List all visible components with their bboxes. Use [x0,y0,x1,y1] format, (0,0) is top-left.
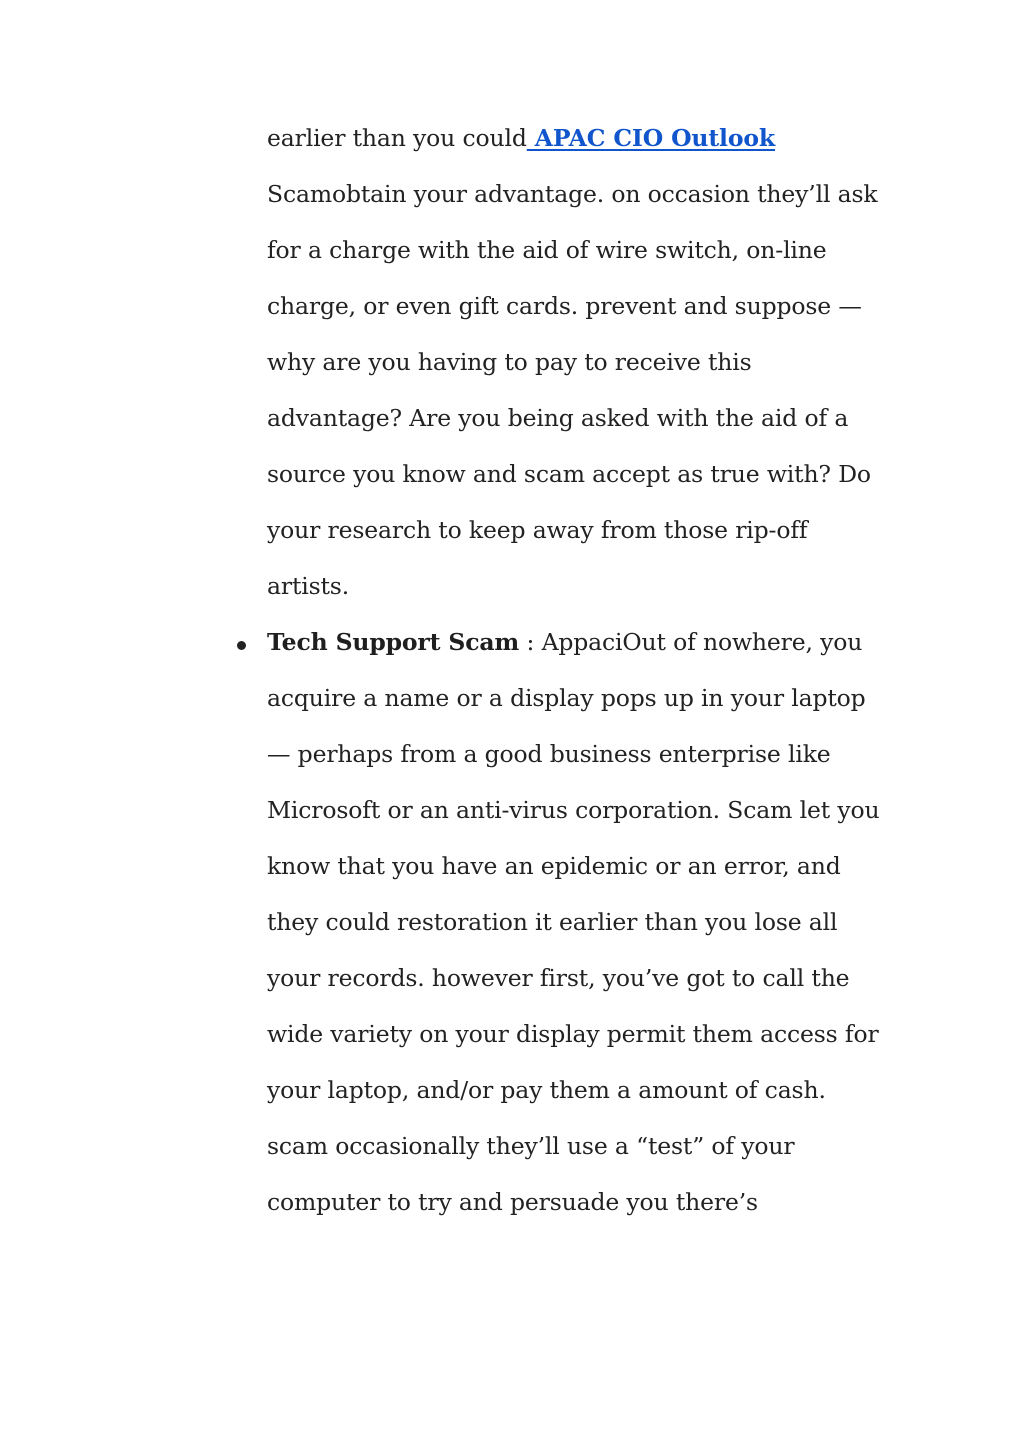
bullet-item-line: your records. however first, you’ve got to call the [267,964,850,992]
paragraph-line: your research to keep away from those rip-off [267,516,808,544]
paragraph-line: Scamobtain your advantage. on occasion they’ll ask [267,180,878,208]
paragraph-line: why are you having to pay to receive this [267,348,752,376]
bullet-item-line: Microsoft or an anti-virus corporation. Scam let you [267,796,880,824]
text-column [267,110,880,1230]
bullet-item-line: acquire a name or a display pops up in your laptop [267,684,866,712]
bullet-item-line: scam occasionally they’ll use a “test” of your [267,1132,795,1160]
paragraph-line: advantage? Are you being asked with the aid of a [267,404,849,432]
bullet-item-line: computer to try and persuade you there’s [267,1188,758,1216]
paragraph-text: earlier than you could [267,124,527,152]
bullet-item-line: — perhaps from a good business enterprise like [267,740,831,768]
bullet-item-line: your laptop, and/or pay them a amount of cash. [267,1076,826,1104]
bullet-text: : AppaciOut of nowhere, you [519,628,863,656]
paragraph-line: charge, or even gift cards. prevent and suppose — [267,292,862,320]
paragraph-line: artists. [267,572,350,600]
apac-cio-outlook-link[interactable]: APAC CIO Outlook [526,124,775,152]
bullet-heading: Tech Support Scam [267,628,520,656]
paragraph-line [267,110,867,166]
bullet-item-line [267,614,867,670]
bullet-dot-icon [237,641,246,650]
paragraph-line: for a charge with the aid of wire switch, on-line [267,236,827,264]
bullet-item-line: know that you have an epidemic or an error, and [267,852,841,880]
bullet-item-line: wide variety on your display permit them access for [267,1020,879,1048]
bullet-item-line: they could restoration it earlier than you lose all [267,908,838,936]
paragraph-line: source you know and scam accept as true with? Do [267,460,871,488]
